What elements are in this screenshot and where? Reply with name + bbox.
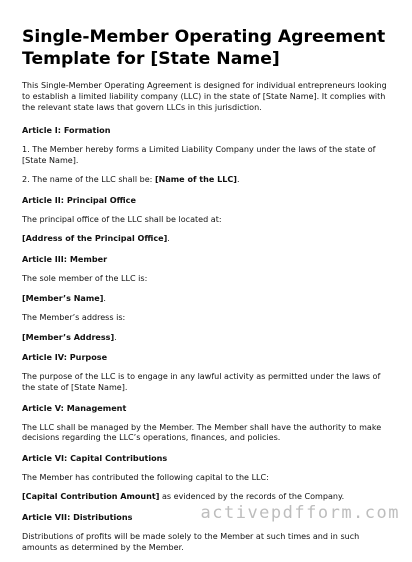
member-address-placeholder: [Member’s Address] [22,332,115,342]
article-4-heading: Article IV: Purpose [22,352,108,363]
intro-paragraph: This Single-Member Operating Agreement is designed for individual entrepreneurs looking to establish a limited liability company (LLC) in the state of [State Name]. It complies with the relevant state laws that govern LLCs in this jurisdiction. [22,81,387,112]
article-6-text: The Member has contributed the following capital to the LLC: [22,472,269,482]
llc-name-label: 2. The name of the LLC shall be: [22,175,155,185]
article-2-text: The principal office of the LLC shall be located at: [22,214,222,224]
article-4-text: The purpose of the LLC is to engage in any lawful activity as permitted under the laws of the state of [State Name]. [22,372,381,392]
principal-office-line: [Address of the Principal Office]. [22,234,170,244]
article-5-text: The LLC shall be managed by the Member. The Member shall have the authority to make decisions regarding the LLC’s operations, finances, and policies. [22,422,382,443]
article-3-text: The sole member of the LLC is: [22,273,148,283]
site-watermark: activepdfform.com [200,503,400,523]
member-address-label: The Member’s address is: [22,313,126,323]
capital-contribution-placeholder: [Capital Contribution Amount] [22,492,160,502]
member-address-line: [Member’s Address]. [22,332,117,342]
article-2-heading: Article II: Principal Office [22,194,136,205]
capital-contribution-line: [Capital Contribution Amount] as evidenced by the records of the Company. [22,492,345,502]
article-3-heading: Article III: Member [22,253,108,264]
article-5-heading: Article V: Management [22,402,127,413]
llc-name-placeholder: [Name of the LLC] [154,175,237,185]
article-1-clause-2: 2. The name of the LLC shall be: [Name of the LLC]. [22,175,240,185]
member-name-line: [Member’s Name]. [22,293,106,303]
article-1-clause-1: 1. The Member hereby forms a Limited Liability Company under the laws of the state of [State Name]. [22,145,376,165]
document-page [22,26,394,562]
article-6-heading: Article VI: Capital Contributions [22,452,168,463]
article-7-text: Distributions of profits will be made solely to the Member at such times and in such amounts as determined by the Member. [22,531,360,552]
article-1-heading: Article I: Formation [22,125,111,135]
article-7-heading: Article VII: Distributions [22,511,133,522]
principal-office-placeholder: [Address of the Principal Office] [22,234,168,244]
member-name-placeholder: [Member’s Name] [22,293,104,303]
document-title: Single-Member Operating Agreement Template for [State Name] [22,27,386,69]
